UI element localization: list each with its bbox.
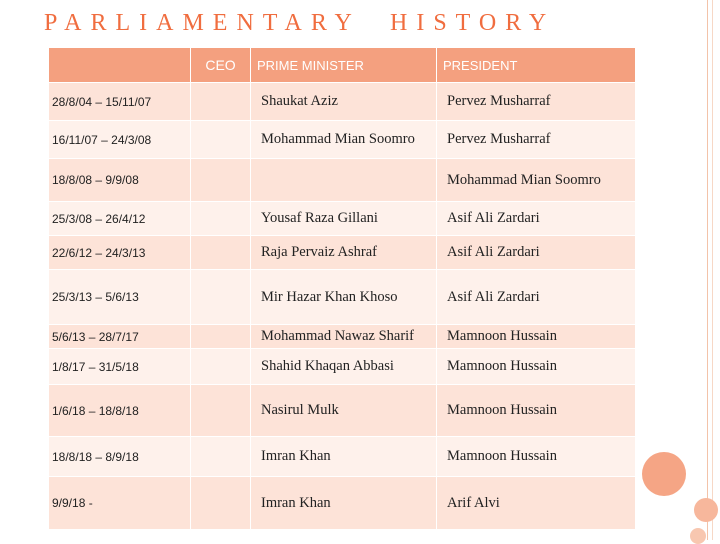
row-ceo-cell [191, 349, 251, 385]
row-ceo-cell [191, 83, 251, 121]
slide-frame-line-inner [712, 0, 713, 540]
row-ceo-cell [191, 159, 251, 202]
decorative-circle-tiny [690, 528, 706, 544]
row-dates-cell: 5/6/13 – 28/7/17 [49, 325, 191, 349]
row-president-cell: Asif Ali Zardari [437, 236, 636, 270]
table-row [49, 385, 636, 437]
row-dates-cell: 16/11/07 – 24/3/08 [49, 121, 191, 159]
table-row [49, 437, 636, 477]
row-prime-minister-cell: Shahid Khaqan Abbasi [251, 349, 437, 385]
row-dates-cell: 28/8/04 – 15/11/07 [49, 83, 191, 121]
row-president-cell: Asif Ali Zardari [437, 270, 636, 325]
row-president-cell: Mamnoon Hussain [437, 385, 636, 437]
row-president-cell: Pervez Musharraf [437, 121, 636, 159]
row-prime-minister-cell: Raja Pervaiz Ashraf [251, 236, 437, 270]
row-president-cell: Asif Ali Zardari [437, 202, 636, 236]
slide-title: PARLIAMENTARY HISTORY [44, 10, 556, 36]
row-prime-minister-cell [251, 159, 437, 202]
table-row [49, 349, 636, 385]
row-ceo-cell [191, 236, 251, 270]
table-row [49, 270, 636, 325]
table-row [49, 83, 636, 121]
header-dates [49, 48, 191, 83]
row-president-cell: Mamnoon Hussain [437, 349, 636, 385]
table-row [49, 236, 636, 270]
row-ceo-cell [191, 385, 251, 437]
row-prime-minister-cell: Imran Khan [251, 477, 437, 530]
row-prime-minister-cell: Mohammad Nawaz Sharif [251, 325, 437, 349]
row-dates-cell: 1/6/18 – 18/8/18 [49, 385, 191, 437]
row-dates-cell: 18/8/08 – 9/9/08 [49, 159, 191, 202]
parliamentary-history-table [48, 47, 636, 530]
table-row [49, 121, 636, 159]
row-president-cell: Mamnoon Hussain [437, 325, 636, 349]
row-president-cell: Pervez Musharraf [437, 83, 636, 121]
table-body [49, 83, 636, 530]
row-dates-cell: 22/6/12 – 24/3/13 [49, 236, 191, 270]
decorative-circle-small [694, 498, 718, 522]
table-row [49, 202, 636, 236]
row-president-cell: Arif Alvi [437, 477, 636, 530]
row-ceo-cell [191, 202, 251, 236]
row-ceo-cell [191, 121, 251, 159]
decorative-circle-large [642, 452, 686, 496]
slide-frame-line [707, 0, 708, 540]
row-prime-minister-cell: Shaukat Aziz [251, 83, 437, 121]
row-president-cell: Mohammad Mian Soomro [437, 159, 636, 202]
row-ceo-cell [191, 477, 251, 530]
header-prime-minister: PRIME MINISTER [251, 48, 437, 83]
row-prime-minister-cell: Mir Hazar Khan Khoso [251, 270, 437, 325]
header-ceo: CEO [191, 48, 251, 83]
row-dates-cell: 25/3/08 – 26/4/12 [49, 202, 191, 236]
row-dates-cell: 25/3/13 – 5/6/13 [49, 270, 191, 325]
row-president-cell: Mamnoon Hussain [437, 437, 636, 477]
row-prime-minister-cell: Imran Khan [251, 437, 437, 477]
row-ceo-cell [191, 270, 251, 325]
row-prime-minister-cell: Yousaf Raza Gillani [251, 202, 437, 236]
header-president: PRESIDENT [437, 48, 636, 83]
table-header-row [49, 48, 636, 83]
row-prime-minister-cell: Nasirul Mulk [251, 385, 437, 437]
table-row [49, 325, 636, 349]
table-row [49, 159, 636, 202]
row-ceo-cell [191, 437, 251, 477]
row-dates-cell: 18/8/18 – 8/9/18 [49, 437, 191, 477]
table-row [49, 477, 636, 530]
row-dates-cell: 9/9/18 - [49, 477, 191, 530]
row-ceo-cell [191, 325, 251, 349]
row-dates-cell: 1/8/17 – 31/5/18 [49, 349, 191, 385]
row-prime-minister-cell: Mohammad Mian Soomro [251, 121, 437, 159]
